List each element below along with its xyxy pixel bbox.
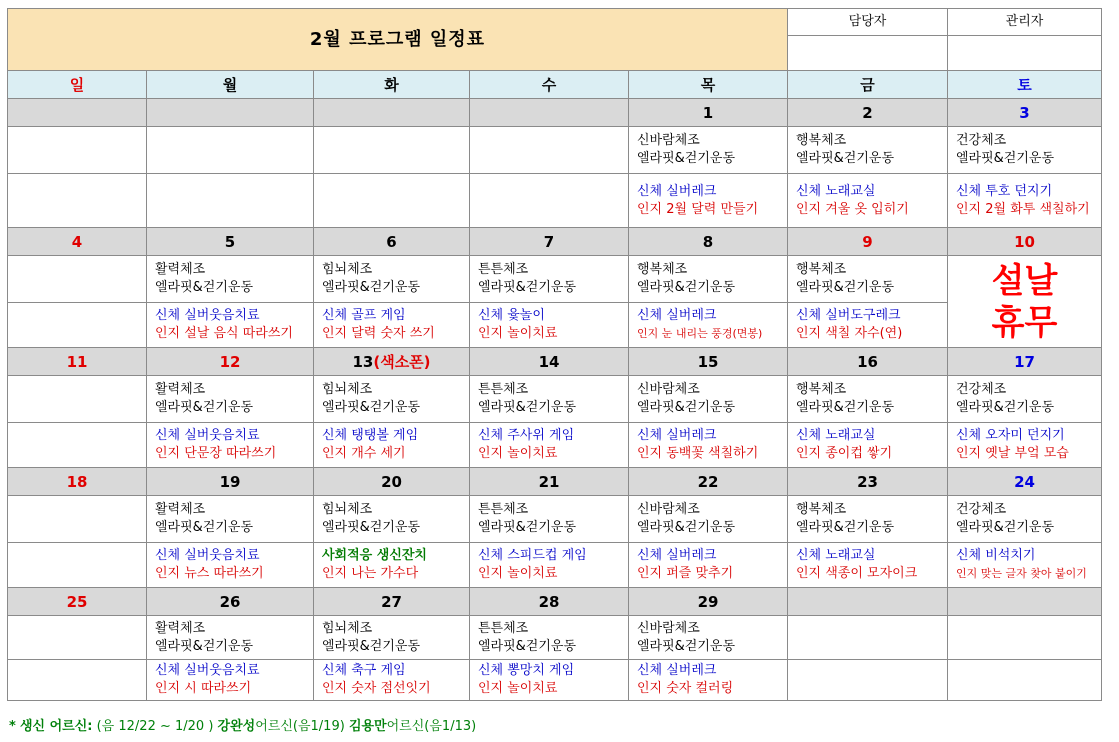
program-cell xyxy=(8,616,147,660)
program-cell xyxy=(147,174,314,228)
weekday-fri: 금 xyxy=(788,71,948,99)
holiday-cell xyxy=(948,256,1102,348)
exercise-detail: 엘라핏&걷기운동 xyxy=(796,280,895,295)
exercise-name: 건강체조 xyxy=(956,382,1007,397)
exercise-detail: 엘라핏&걷기운동 xyxy=(637,151,736,166)
program-cell xyxy=(948,174,1102,228)
physical-activity: 신체 실버도구레크 xyxy=(796,308,901,323)
date-cell: 19 xyxy=(147,468,314,496)
birthday-person-name: 강완성 xyxy=(217,719,256,734)
date-cell: 17 xyxy=(948,348,1102,376)
date-cell xyxy=(147,99,314,127)
program-cell xyxy=(788,543,948,588)
program-cell xyxy=(629,660,788,701)
physical-activity: 신체 실버레크 xyxy=(637,663,717,678)
exercise-detail: 엘라핏&걷기운동 xyxy=(478,638,577,654)
program-cell xyxy=(948,423,1102,468)
date-cell: 6 xyxy=(314,228,470,256)
date-cell: 26 xyxy=(147,588,314,616)
exercise-name: 신바람체조 xyxy=(637,502,700,517)
physical-activity: 신체 뽕망치 게임 xyxy=(478,663,575,678)
activity-row xyxy=(8,174,1102,228)
exercise-detail: 엘라핏&걷기운동 xyxy=(155,638,254,654)
program-cell xyxy=(314,496,470,543)
exercise-detail: 엘라핏&걷기운동 xyxy=(637,400,736,415)
exercise-name: 행복체조 xyxy=(796,382,847,397)
program-cell xyxy=(8,660,147,701)
footnote-label: 생신 어르신: xyxy=(19,719,93,734)
date-cell: 22 xyxy=(629,468,788,496)
program-cell xyxy=(629,496,788,543)
program-cell xyxy=(629,616,788,660)
exercise-detail: 엘라핏&걷기운동 xyxy=(956,151,1055,166)
cognitive-activity: 인지 단문장 따라쓰기 xyxy=(155,446,277,461)
cognitive-activity: 인지 나는 가수다 xyxy=(322,566,419,581)
exercise-name: 건강체조 xyxy=(956,502,1007,517)
date-cell: 27 xyxy=(314,588,470,616)
date-number: 13 xyxy=(352,352,374,371)
exercise-name: 힘뇌체조 xyxy=(322,502,373,517)
exercise-name: 활력체조 xyxy=(155,502,206,517)
weekday-sat: 토 xyxy=(948,71,1102,99)
exercise-name: 튼튼체조 xyxy=(478,502,529,517)
exercise-detail: 엘라핏&걷기운동 xyxy=(796,400,895,415)
program-cell xyxy=(629,423,788,468)
exercise-detail: 엘라핏&걷기운동 xyxy=(155,520,254,535)
exercise-name: 신바람체조 xyxy=(637,382,700,397)
cognitive-activity: 인지 놀이치료 xyxy=(478,681,558,696)
exercise-detail: 엘라핏&걷기운동 xyxy=(322,520,421,535)
exercise-name: 활력체조 xyxy=(155,620,206,636)
date-cell: 10 xyxy=(948,228,1102,256)
physical-activity: 신체 골프 게임 xyxy=(322,308,406,323)
cognitive-activity: 인지 색칠 자수(연) xyxy=(796,326,903,341)
cognitive-activity: 인지 개수 세기 xyxy=(322,446,406,461)
date-cell: 20 xyxy=(314,468,470,496)
program-cell xyxy=(629,256,788,303)
date-cell xyxy=(788,588,948,616)
program-cell xyxy=(948,127,1102,174)
exercise-row xyxy=(8,496,1102,543)
physical-activity: 신체 실버레크 xyxy=(637,548,717,563)
exercise-detail: 엘라핏&걷기운동 xyxy=(796,520,895,535)
program-cell xyxy=(314,127,470,174)
program-cell xyxy=(8,127,147,174)
physical-activity: 신체 스피드컵 게임 xyxy=(478,548,587,563)
footnote-star: * xyxy=(9,719,16,734)
program-cell xyxy=(147,543,314,588)
physical-activity: 신체 주사위 게임 xyxy=(478,428,575,443)
cognitive-activity: 인지 놀이치료 xyxy=(478,566,558,581)
program-cell xyxy=(8,423,147,468)
program-cell xyxy=(788,376,948,423)
exercise-name: 행복체조 xyxy=(637,262,688,277)
exercise-detail: 엘라핏&걷기운동 xyxy=(478,520,577,535)
exercise-name: 튼튼체조 xyxy=(478,382,529,397)
exercise-detail: 엘라핏&걷기운동 xyxy=(637,520,736,535)
physical-activity: 신체 노래교실 xyxy=(796,548,876,563)
program-cell xyxy=(948,376,1102,423)
holiday-title: 설날 xyxy=(991,260,1058,301)
physical-activity: 신체 노래교실 xyxy=(796,183,876,199)
exercise-detail: 엘라핏&걷기운동 xyxy=(322,638,421,654)
birthday-person-date: 어르신(음1/19) xyxy=(255,719,345,734)
physical-activity: 신체 투호 던지기 xyxy=(956,183,1053,199)
program-cell xyxy=(8,256,147,303)
admin-label: 관리자 xyxy=(948,9,1102,36)
cognitive-activity: 인지 놀이치료 xyxy=(478,446,558,461)
date-cell: 2 xyxy=(788,99,948,127)
program-cell xyxy=(8,376,147,423)
date-cell: 3 xyxy=(948,99,1102,127)
cognitive-activity: 인지 숫자 점선잇기 xyxy=(322,681,431,696)
cognitive-activity: 인지 동백꽃 색칠하기 xyxy=(637,446,759,461)
physical-activity: 신체 실버레크 xyxy=(637,428,717,443)
cognitive-activity: 인지 숫자 컬러링 xyxy=(637,681,734,696)
physical-activity: 신체 비석치기 xyxy=(956,548,1036,563)
exercise-detail: 엘라핏&걷기운동 xyxy=(478,400,577,415)
manager-label: 담당자 xyxy=(788,9,948,36)
exercise-detail: 엘라핏&걷기운동 xyxy=(155,400,254,415)
date-cell xyxy=(314,99,470,127)
date-cell: 24 xyxy=(948,468,1102,496)
program-cell xyxy=(470,256,629,303)
program-cell xyxy=(788,174,948,228)
cognitive-activity: 인지 색종이 모자이크 xyxy=(796,566,918,581)
date-cell: 16 xyxy=(788,348,948,376)
schedule-table xyxy=(7,8,1102,701)
program-cell xyxy=(314,256,470,303)
program-cell xyxy=(629,174,788,228)
exercise-row xyxy=(8,616,1102,660)
program-cell xyxy=(314,303,470,348)
cognitive-activity: 인지 2월 달력 만들기 xyxy=(637,201,759,217)
exercise-detail: 엘라핏&걷기운동 xyxy=(322,400,421,415)
cognitive-activity: 인지 놀이치료 xyxy=(478,326,558,341)
exercise-name: 튼튼체조 xyxy=(478,620,529,636)
program-cell xyxy=(147,256,314,303)
page-title: 2월 프로그램 일정표 xyxy=(8,9,788,71)
manager-sign-box[interactable] xyxy=(788,36,948,71)
physical-activity: 신체 실버웃음치료 xyxy=(155,308,260,323)
cognitive-activity: 인지 종이컵 쌓기 xyxy=(796,446,893,461)
weekday-header-row xyxy=(8,71,1102,99)
date-cell xyxy=(314,348,470,376)
date-cell: 21 xyxy=(470,468,629,496)
exercise-detail: 엘라핏&걷기운동 xyxy=(956,400,1055,415)
program-cell xyxy=(314,174,470,228)
weekday-sun: 일 xyxy=(8,71,147,99)
exercise-detail: 엘라핏&걷기운동 xyxy=(322,280,421,295)
program-cell xyxy=(788,496,948,543)
program-cell xyxy=(470,660,629,701)
exercise-name: 튼튼체조 xyxy=(478,262,529,277)
date-cell xyxy=(8,99,147,127)
date-cell: 29 xyxy=(629,588,788,616)
program-cell xyxy=(8,496,147,543)
program-cell xyxy=(788,256,948,303)
program-cell xyxy=(314,616,470,660)
activity-row xyxy=(8,660,1102,701)
date-cell: 12 xyxy=(147,348,314,376)
program-cell xyxy=(470,496,629,543)
exercise-name: 힘뇌체조 xyxy=(322,382,373,397)
exercise-detail: 엘라핏&걷기운동 xyxy=(796,151,895,166)
exercise-detail: 엘라핏&걷기운동 xyxy=(956,520,1055,535)
program-cell xyxy=(147,660,314,701)
weekday-thu: 목 xyxy=(629,71,788,99)
weekday-tue: 화 xyxy=(314,71,470,99)
physical-activity: 신체 실버레크 xyxy=(637,308,717,323)
program-cell xyxy=(948,660,1102,701)
date-cell: 5 xyxy=(147,228,314,256)
date-cell: 18 xyxy=(8,468,147,496)
cognitive-activity: 인지 눈 내리는 풍경(면봉) xyxy=(637,327,763,340)
activity-row xyxy=(8,303,1102,348)
date-cell: 8 xyxy=(629,228,788,256)
date-cell: 1 xyxy=(629,99,788,127)
exercise-name: 신바람체조 xyxy=(637,620,700,636)
exercise-detail: 엘라핏&걷기운동 xyxy=(637,280,736,295)
program-cell xyxy=(629,303,788,348)
cognitive-activity: 인지 2월 화투 색칠하기 xyxy=(956,201,1090,217)
exercise-row xyxy=(8,127,1102,174)
program-cell xyxy=(948,496,1102,543)
date-cell: 14 xyxy=(470,348,629,376)
admin-sign-box[interactable] xyxy=(948,36,1102,71)
program-cell xyxy=(147,127,314,174)
cognitive-activity: 인지 설날 음식 따라쓰기 xyxy=(155,326,293,341)
program-cell xyxy=(314,660,470,701)
program-cell xyxy=(470,543,629,588)
social-activity: 사회적응 생신잔치 xyxy=(322,548,427,563)
date-cell xyxy=(470,99,629,127)
physical-activity: 신체 오자미 던지기 xyxy=(956,428,1065,443)
date-cell: 11 xyxy=(8,348,147,376)
physical-activity: 신체 윷놀이 xyxy=(478,308,545,323)
date-cell: 28 xyxy=(470,588,629,616)
cognitive-activity: 인지 시 따라쓰기 xyxy=(155,681,252,696)
date-cell: 15 xyxy=(629,348,788,376)
physical-activity: 신체 노래교실 xyxy=(796,428,876,443)
physical-activity: 신체 실버웃음치료 xyxy=(155,663,260,678)
program-cell xyxy=(147,423,314,468)
date-cell: 4 xyxy=(8,228,147,256)
cognitive-activity: 인지 맞는 글자 찾아 붙이기 xyxy=(956,567,1087,580)
exercise-name: 활력체조 xyxy=(155,262,206,277)
physical-activity: 신체 탱탱볼 게임 xyxy=(322,428,419,443)
holiday-subtitle: 휴무 xyxy=(991,302,1058,343)
physical-activity: 신체 실버웃음치료 xyxy=(155,428,260,443)
activity-row xyxy=(8,423,1102,468)
date-cell: 7 xyxy=(470,228,629,256)
exercise-name: 행복체조 xyxy=(796,502,847,517)
program-cell xyxy=(629,543,788,588)
cognitive-activity: 인지 퍼즐 맞추기 xyxy=(637,566,734,581)
date-cell xyxy=(948,588,1102,616)
exercise-row xyxy=(8,256,1102,303)
cognitive-activity: 인지 뉴스 따라쓰기 xyxy=(155,566,264,581)
date-event-note: (색소폰) xyxy=(373,352,431,371)
exercise-detail: 엘라핏&걷기운동 xyxy=(155,280,254,295)
program-cell xyxy=(948,616,1102,660)
exercise-name: 활력체조 xyxy=(155,382,206,397)
program-cell xyxy=(629,376,788,423)
program-cell xyxy=(470,303,629,348)
cognitive-activity: 인지 달력 숫자 쓰기 xyxy=(322,326,435,341)
program-cell xyxy=(470,376,629,423)
program-cell xyxy=(314,423,470,468)
exercise-name: 건강체조 xyxy=(956,133,1007,148)
program-cell xyxy=(948,543,1102,588)
program-cell xyxy=(470,127,629,174)
physical-activity: 신체 축구 게임 xyxy=(322,663,406,678)
date-row xyxy=(8,99,1102,127)
program-cell xyxy=(788,303,948,348)
program-cell xyxy=(788,423,948,468)
exercise-name: 힘뇌체조 xyxy=(322,620,373,636)
physical-activity: 신체 실버웃음치료 xyxy=(155,548,260,563)
exercise-detail: 엘라핏&걷기운동 xyxy=(637,638,736,654)
cognitive-activity: 인지 옛날 부엌 모습 xyxy=(956,446,1069,461)
program-cell xyxy=(147,303,314,348)
program-cell xyxy=(788,127,948,174)
program-cell xyxy=(147,496,314,543)
exercise-detail: 엘라핏&걷기운동 xyxy=(478,280,577,295)
program-cell xyxy=(470,423,629,468)
physical-activity: 신체 실버레크 xyxy=(637,183,717,199)
program-cell xyxy=(8,174,147,228)
weekday-mon: 월 xyxy=(147,71,314,99)
program-cell xyxy=(8,303,147,348)
program-cell xyxy=(147,376,314,423)
cognitive-activity: 인지 겨울 옷 입히기 xyxy=(796,201,909,217)
exercise-name: 힘뇌체조 xyxy=(322,262,373,277)
date-row xyxy=(8,468,1102,496)
weekday-wed: 수 xyxy=(470,71,629,99)
program-cell xyxy=(788,616,948,660)
program-cell xyxy=(314,543,470,588)
program-cell xyxy=(470,616,629,660)
date-cell: 23 xyxy=(788,468,948,496)
exercise-name: 행복체조 xyxy=(796,133,847,148)
program-cell xyxy=(147,616,314,660)
date-row xyxy=(8,348,1102,376)
birthday-person-name: 김용만 xyxy=(348,719,387,734)
date-row xyxy=(8,228,1102,256)
program-cell xyxy=(629,127,788,174)
activity-row xyxy=(8,543,1102,588)
program-cell xyxy=(314,376,470,423)
exercise-name: 신바람체조 xyxy=(637,133,700,148)
birthday-person-date: 어르신(음1/13) xyxy=(386,719,477,734)
program-cell xyxy=(788,660,948,701)
date-row xyxy=(8,588,1102,616)
program-cell xyxy=(470,174,629,228)
birthday-footnote xyxy=(9,715,476,734)
footnote-period: (음 12/22 ~ 1/20 ) xyxy=(96,719,214,734)
date-cell: 9 xyxy=(788,228,948,256)
exercise-name: 행복체조 xyxy=(796,262,847,277)
program-cell xyxy=(8,543,147,588)
date-cell: 25 xyxy=(8,588,147,616)
exercise-row xyxy=(8,376,1102,423)
